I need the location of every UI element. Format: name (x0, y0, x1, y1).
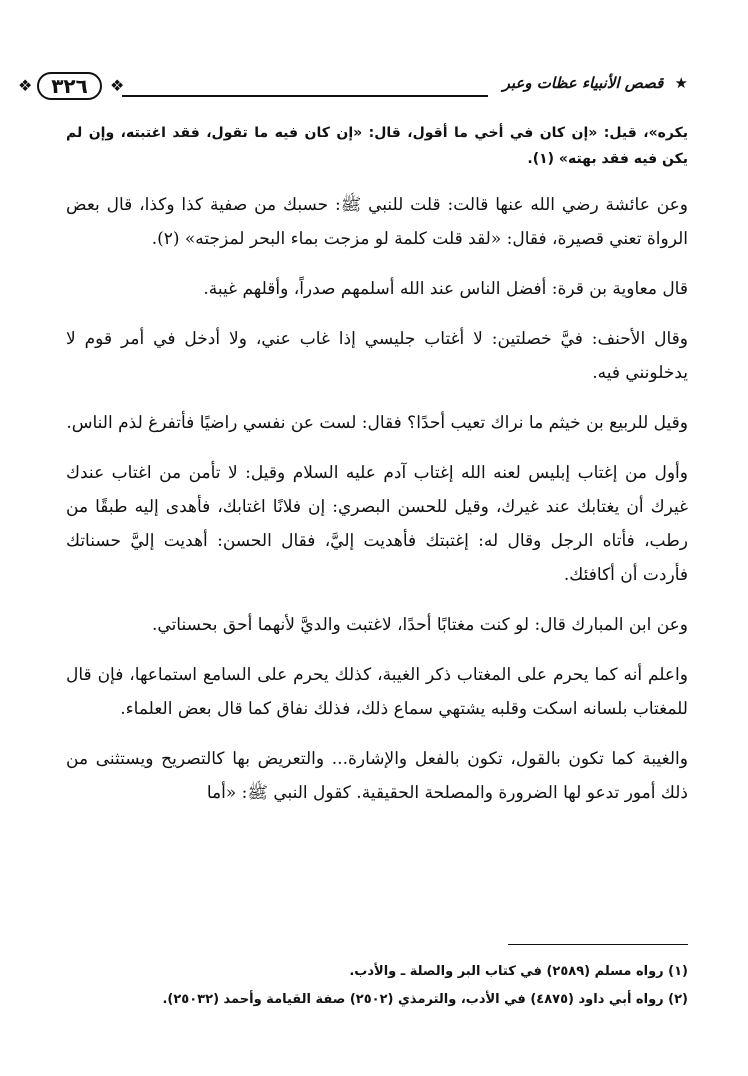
ornament-icon: ❖ (18, 76, 33, 95)
paragraph: وعن عائشة رضي الله عنها قالت: قلت للنبي ﷺ: حسبك من صفية كذا وكذا، قال بعض الرواة تعني قصيرة، فقال: «لقد قلت كلمة لو مزجت بماء البحر لمزجته» (٢). (66, 195, 688, 249)
running-title (503, 74, 688, 92)
page-number: ٣٢٦ (37, 72, 102, 100)
paragraph: واعلم أنه كما يحرم على المغتاب ذكر الغيبة، كذلك يحرم على السامع استماعها، فإن قال للمغتاب بلسانه اسكت وقلبه يشتهي سماع ذلك، فذلك نفاق كما قال بعض العلماء. (66, 665, 688, 719)
footnotes (66, 958, 688, 1014)
footnote: (١) رواه مسلم (٢٥٨٩) في كتاب البر والصلة ـ والأدب. (349, 964, 688, 979)
star-icon: ★ (674, 74, 688, 92)
paragraph: يكره»، قيل: «إن كان في أخي ما أقول، قال: «إن كان فيه ما تقول، فقد اغتبته، وإن لم يكن فيه فقد بهته» (١). (66, 125, 688, 167)
page-header (18, 68, 688, 108)
ornament-icon: ❖ (110, 76, 125, 95)
footnote: (٢) رواه أبي داود (٤٨٧٥) في الأدب، والترمذي (٢٥٠٢) صفة القيامة وأحمد (٢٥٠٣٢). (162, 992, 688, 1007)
paragraph: وقيل للربيع بن خيثم ما نراك تعيب أحدًا؟ فقال: لست عن نفسي راضيًا فأتفرغ لذم الناس. (66, 413, 688, 433)
page-body (66, 120, 688, 826)
page-number-badge (22, 72, 117, 100)
footnote-rule (508, 944, 688, 945)
paragraph: وقال الأحنف: فيَّ خصلتين: لا أغتاب جليسي إذا غاب عني، ولا أدخل في أمر قوم لا يدخلونني فيه. (66, 329, 688, 383)
paragraph: قال معاوية بن قرة: أفضل الناس عند الله أسلمهم صدراً، وأقلهم غيبة. (203, 279, 688, 299)
paragraph: وعن ابن المبارك قال: لو كنت مغتابًا أحدًا، لاغتبت والديَّ لأنهما أحق بحسناتي. (152, 615, 688, 635)
paragraph: وأول من إغتاب إبليس لعنه الله إغتاب آدم عليه السلام وقيل: لا تأمن من اغتاب عندك غيرك أن يغتابك عند غيرك، وقيل للحسن البصري: إن فلانًا اغتابك، فأهدى إليه طبقًا من رطب، فأتاه الرجل وقال له: إغتبتك فأهديت إليَّ، فقال الحسن: أهديت إليَّ حسناتك فأردت أن أكافئك. (66, 463, 688, 585)
header-rule (122, 95, 488, 97)
book-title: قصص الأنبياء عظات وعبر (502, 74, 664, 92)
paragraph: والغيبة كما تكون بالقول، تكون بالفعل والإشارة... والتعريض بها كالتصريح ويستثنى من ذلك أمور تدعو لها الضرورة والمصلحة الحقيقية. كقول النبي ﷺ: «أما (66, 749, 688, 803)
